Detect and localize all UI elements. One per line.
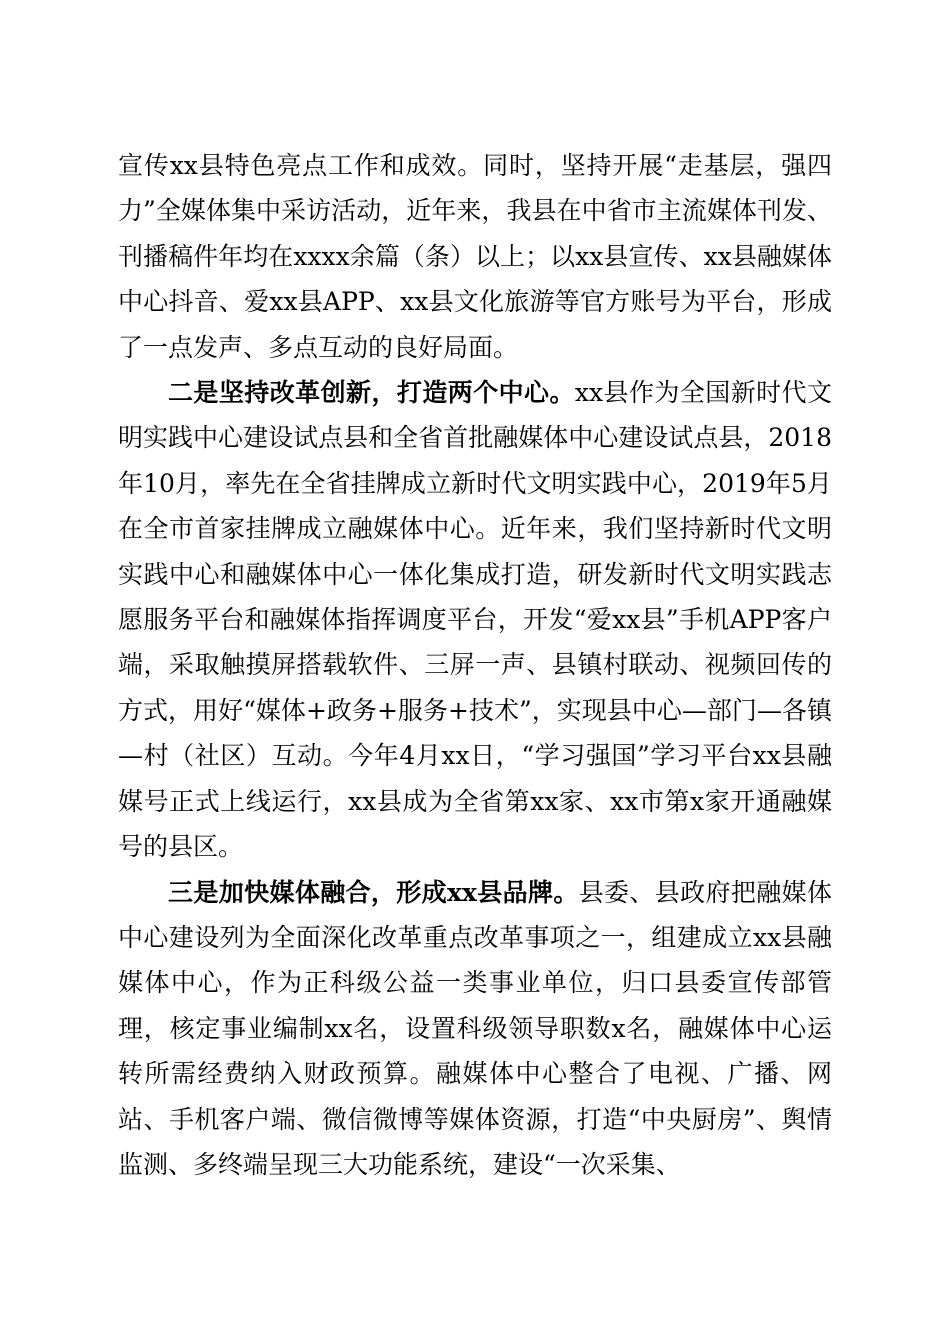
paragraph-2-text: xx县作为全国新时代文明实践中心建设试点县和全省首批融媒体中心建设试点县，2018年10月，率先在全省挂牌成立新时代文明实践中心，2019年5月在全市首家挂牌成立融媒体中心。近年来，我们坚持新时代文明实践中心和融媒体中心一体化集成打造，研发新时代文明实践志愿服务平台和融媒体指挥调度平台，开发“爱xx县”手机APP客户端，采取触摸屏搭载软件、三屏一声、县镇村联动、视频回传的方式，用好“媒体+政务+服务+技术”，实现县中心—部门—各镇—村（社区）互动。今年4月xx日，“学习强国”学习平台xx县融媒号正式上线运行，xx县成为全省第xx家、xx市第x家开通融媒号的县区。: [118, 378, 832, 862]
paragraph-1-text: 宣传xx县特色亮点工作和成效。同时，坚持开展“走基层，强四力”全媒体集中采访活动，近年来，我县在中省市主流媒体刊发、刊播稿件年均在xxxx余篇（条）以上；以xx县宣传、xx县融媒体中心抖音、爱xx县APP、xx县文化旅游等官方账号为平台，形成了一点发声、多点互动的良好局面。: [118, 151, 832, 362]
paragraph-1: [118, 143, 832, 370]
paragraph-3-text: 县委、县政府把融媒体中心建设列为全面深化改革重点改革事项之一，组建成立xx县融媒体中心，作为正科级公益一类事业单位，归口县委宣传部管理，核定事业编制xx名，设置科级领导职数x名，融媒体中心运转所需经费纳入财政预算。融媒体中心整合了电视、广播、网站、手机客户端、微信微博等媒体资源，打造“中央厨房”、舆情监测、多终端呈现三大功能系统，建设“一次采集、: [118, 877, 832, 1179]
paragraph-2: [118, 370, 832, 869]
paragraph-3: [118, 870, 832, 1188]
paragraph-2-heading: 二是坚持改革创新，打造两个中心。: [168, 378, 575, 408]
document-body: [118, 143, 832, 1187]
paragraph-3-heading: 三是加快媒体融合，形成xx县品牌。: [168, 877, 579, 907]
